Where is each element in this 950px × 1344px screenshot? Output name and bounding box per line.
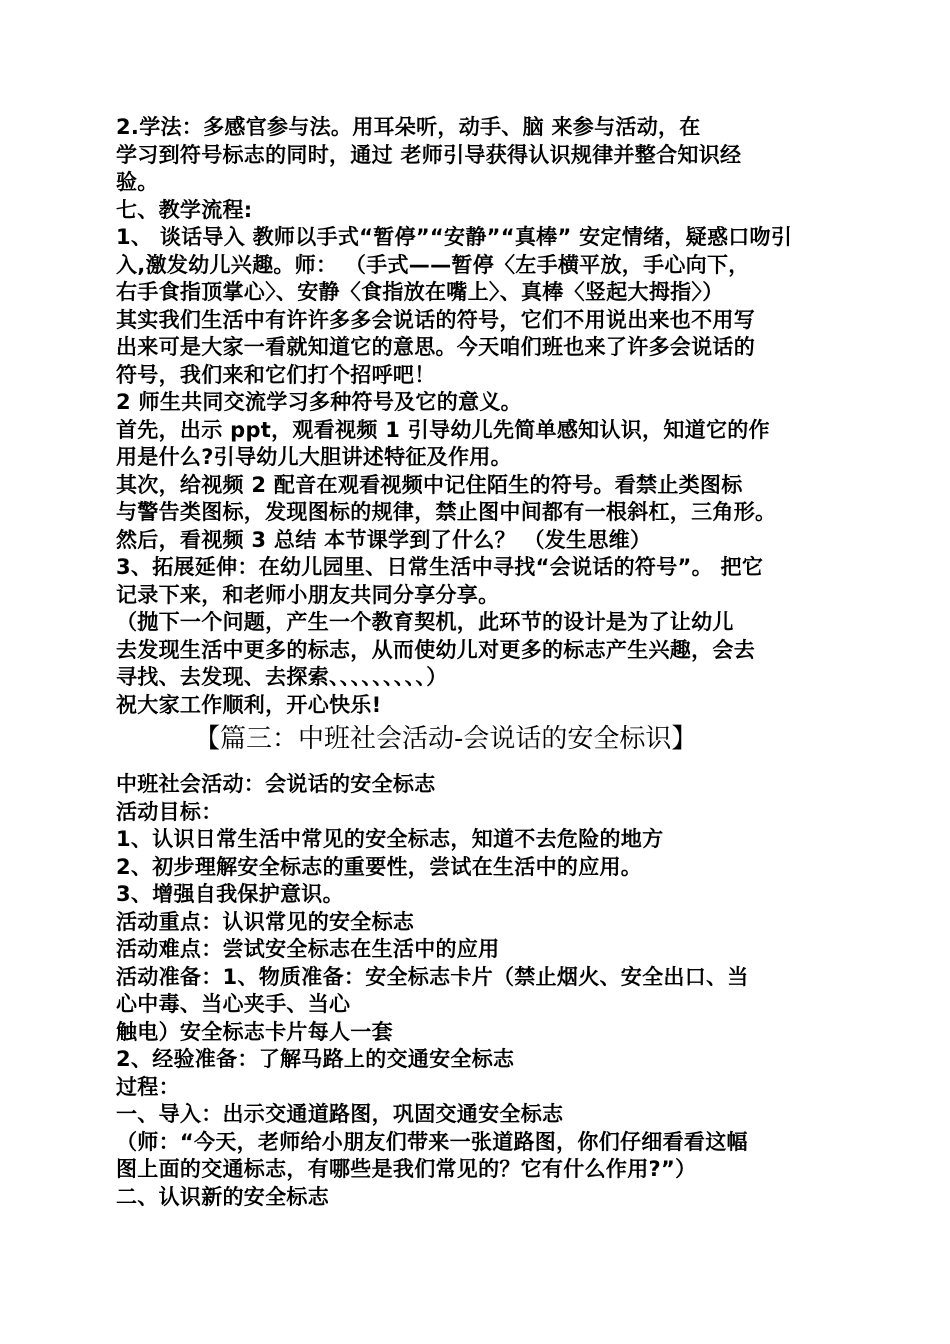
text-line: 记录下来，和老师小朋友共同分享分享。	[116, 582, 500, 607]
text-block-teaching-process	[116, 114, 846, 719]
text-line: 1、认识日常生活中常见的安全标志，知道不去危险的地方	[116, 827, 664, 851]
text-line: 然后，看视频 3 总结 本节课学到了什么？ （发生思维）	[116, 527, 652, 552]
text-line: 中班社会活动：会说话的安全标志	[116, 772, 436, 796]
text-line: 2 师生共同交流学习多种符号及它的意义。	[116, 390, 522, 414]
text-line: 3、拓展延伸：在幼儿园里、日常生活中寻找“会说话的符号”。 把它	[116, 555, 764, 579]
text-line: 活动重点：认识常见的安全标志	[116, 909, 415, 934]
text-line: 2、初步理解安全标志的重要性，尝试在生活中的应用。	[116, 854, 643, 879]
text-line: 学习到符号标志的同时，通过 老师引导获得认识规律并整合知识经	[116, 142, 742, 167]
text-line: 3、增强自我保护意识。	[116, 882, 344, 906]
text-line: 过程：	[116, 1074, 180, 1099]
text-line: 图上面的交通标志，有哪些是我们常见的？它有什么作用?”）	[116, 1157, 697, 1181]
text-line: （师：“今天，老师给小朋友们带来一张道路图，你们仔细看看这幅	[116, 1129, 748, 1154]
text-block-safety-signs	[116, 771, 846, 1211]
text-line: 二、认识新的安全标志	[116, 1184, 329, 1209]
text-line: 右手食指顶掌心〉、安静〈食指放在嘴上〉、真棒〈竖起大拇指〉）	[116, 280, 724, 304]
text-line: 其次，给视频 2 配音在观看视频中记住陌生的符号。看禁止类图标	[116, 472, 743, 497]
text-line: 祝大家工作顺利，开心快乐!	[116, 692, 382, 717]
text-line: 活动目标：	[116, 799, 223, 824]
text-line: 出来可是大家一看就知道它的意思。今天咱们班也来了许多会说话的	[116, 335, 755, 359]
text-line: 2、经验准备：了解马路上的交通安全标志	[116, 1047, 515, 1071]
text-line: 首先，出示 ppt，观看视频 1 引导幼儿先简单感知认识，知道它的作	[116, 417, 770, 442]
text-line: 去发现生活中更多的标志，从而使幼儿对更多的标志产生兴趣，会去	[116, 637, 755, 662]
text-line: 心中毒、当心夹手、当心	[116, 992, 351, 1016]
text-line: 寻找、去发现、去探索、、、、、、、、、）	[116, 665, 448, 689]
text-line: 活动准备：1、物质准备：安全标志卡片（禁止烟火、安全出口、当	[116, 964, 749, 989]
text-line: 与警告类图标，发现图标的规律，禁止图中间都有一根斜杠，三角形。	[116, 500, 777, 524]
text-line: 入,激发幼儿兴趣。师： （手式——暂停〈左手横平放，手心向下，	[116, 252, 750, 277]
text-line: 活动难点：尝试安全标志在生活中的应用	[116, 937, 500, 961]
section-heading: 【篇三：中班社会活动-会说话的安全标识】	[194, 724, 698, 754]
text-line: 七、教学流程:	[116, 197, 253, 222]
text-line: 验。	[116, 170, 159, 194]
text-line: 触电）安全标志卡片每人一套	[116, 1019, 393, 1044]
text-line: 一、导入：出示交通道路图，巩固交通安全标志	[116, 1102, 564, 1126]
text-line: 符号，我们来和它们打个招呼吧！	[116, 362, 436, 387]
document-body	[116, 114, 846, 1211]
text-line: 1、 谈话导入 教师以手式“暂停”“安静”“真棒” 安定情绪，疑惑口吻引	[116, 225, 793, 249]
text-line: 2.学法：多感官参与法。用耳朵听，动手、脑 来参与活动，在	[116, 115, 701, 139]
text-line: 其实我们生活中有许许多多会说话的符号，它们不用说出来也不用写	[116, 307, 755, 332]
text-line: （抛下一个问题，产生一个教育契机，此环节的设计是为了让幼儿	[116, 610, 734, 634]
text-line: 用是什么?引导幼儿大胆讲述特征及作用。	[116, 445, 512, 469]
